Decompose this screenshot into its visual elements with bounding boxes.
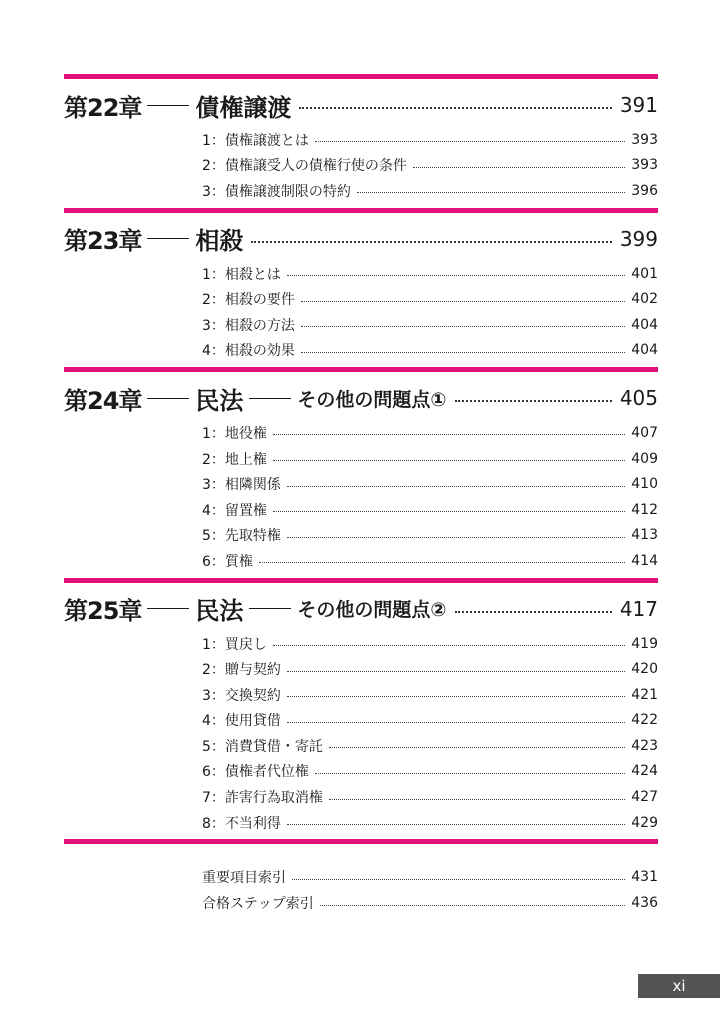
section-number: 2： <box>202 662 225 679</box>
section-label: 買戻し <box>224 636 267 653</box>
section-entry[interactable] <box>202 548 658 574</box>
section-entry[interactable] <box>202 153 658 179</box>
section-entry[interactable] <box>202 784 658 810</box>
chapter-dash <box>147 238 189 239</box>
chapter-page: 391 <box>619 93 658 117</box>
section-number: 3： <box>202 477 225 494</box>
chapter-divider <box>64 208 658 213</box>
dot-leader <box>292 879 625 880</box>
section-label: 贈与契約 <box>224 662 281 679</box>
section-label: 消費貸借・寄託 <box>224 738 323 755</box>
section-label: 相殺の方法 <box>224 317 295 334</box>
section-label: 債権者代位権 <box>224 764 309 781</box>
chapter-heading[interactable] <box>64 83 658 127</box>
dot-leader <box>287 275 625 276</box>
section-entry[interactable] <box>202 178 658 204</box>
dot-leader <box>413 167 625 168</box>
section-page: 419 <box>631 635 658 652</box>
section-page: 404 <box>631 316 658 333</box>
section-label: 債権譲受人の債権行使の条件 <box>224 158 407 175</box>
chapter-divider <box>64 74 658 79</box>
section-page: 421 <box>631 686 658 703</box>
section-entry[interactable] <box>202 759 658 785</box>
section-entry[interactable] <box>202 682 658 708</box>
section-number: 2： <box>202 451 225 468</box>
dot-leader <box>301 326 625 327</box>
dot-leader <box>251 241 611 243</box>
section-entry[interactable] <box>202 312 658 338</box>
chapter-dash <box>147 398 189 399</box>
section-list <box>202 631 658 836</box>
dot-leader <box>301 301 625 302</box>
section-number: 5： <box>202 528 225 545</box>
chapter-heading[interactable] <box>64 587 658 631</box>
section-list <box>202 261 658 363</box>
section-entry[interactable] <box>202 261 658 287</box>
index-entry[interactable] <box>202 890 658 916</box>
index-page: 436 <box>631 895 658 912</box>
section-page: 414 <box>631 552 658 569</box>
dot-leader <box>455 400 612 402</box>
section-number: 2： <box>202 292 225 309</box>
section-label: 先取特権 <box>224 528 281 545</box>
dot-leader <box>259 562 625 563</box>
chapter-subtitle: その他の問題点① <box>297 388 447 411</box>
dot-leader <box>273 645 625 646</box>
dot-leader <box>455 611 612 613</box>
chapter-heading[interactable] <box>64 217 658 261</box>
section-number: 8： <box>202 815 225 832</box>
chapter-dash <box>147 608 189 609</box>
section-entry[interactable] <box>202 708 658 734</box>
section-page: 409 <box>631 450 658 467</box>
dot-leader <box>329 799 625 800</box>
section-entry[interactable] <box>202 656 658 682</box>
chapter-number: 第24章 <box>64 386 142 415</box>
section-page: 427 <box>631 789 658 806</box>
dot-leader <box>315 773 625 774</box>
section-list <box>202 127 658 204</box>
section-entry[interactable] <box>202 446 658 472</box>
index-label: 合格ステップ索引 <box>202 896 314 913</box>
chapter-title: 民法 <box>195 386 244 415</box>
section-label: 詐害行為取消権 <box>224 790 323 807</box>
section-entry[interactable] <box>202 471 658 497</box>
section-number: 6： <box>202 553 225 570</box>
closing-divider <box>64 839 658 844</box>
section-page: 423 <box>631 737 658 754</box>
page-number-tab: xi <box>638 974 720 998</box>
section-entry[interactable] <box>202 127 658 153</box>
section-label: 地上権 <box>224 451 267 468</box>
subtitle-dash <box>249 608 291 609</box>
index-entry[interactable] <box>202 864 658 890</box>
dot-leader <box>273 511 625 512</box>
section-number: 4： <box>202 343 225 360</box>
section-entry[interactable] <box>202 631 658 657</box>
section-page: 424 <box>631 763 658 780</box>
section-label: 使用貸借 <box>224 713 281 730</box>
index-list <box>202 864 658 916</box>
dot-leader <box>287 671 625 672</box>
chapter-subtitle: その他の問題点② <box>297 599 447 622</box>
chapter-page: 417 <box>619 596 658 621</box>
chapter-divider <box>64 578 658 583</box>
dot-leader <box>329 747 625 748</box>
section-entry[interactable] <box>202 286 658 312</box>
section-page: 393 <box>631 131 658 148</box>
chapter-heading[interactable] <box>64 376 658 420</box>
chapter-title: 民法 <box>195 597 244 626</box>
section-entry[interactable] <box>202 420 658 446</box>
section-number: 4： <box>202 502 225 519</box>
dot-leader <box>299 107 611 109</box>
chapter-number: 第25章 <box>64 597 142 626</box>
index-label: 重要項目索引 <box>202 870 286 887</box>
section-number: 1： <box>202 636 225 653</box>
section-label: 留置権 <box>224 502 267 519</box>
section-number: 2： <box>202 158 225 175</box>
section-entry[interactable] <box>202 497 658 523</box>
section-number: 3： <box>202 183 225 200</box>
section-label: 交換契約 <box>224 687 281 704</box>
section-number: 1： <box>202 266 225 283</box>
section-label: 相殺の効果 <box>224 343 295 360</box>
chapter-page: 405 <box>619 386 658 411</box>
section-number: 3： <box>202 317 225 334</box>
dot-leader <box>273 460 625 461</box>
dot-leader <box>287 722 625 723</box>
section-number: 6： <box>202 764 225 781</box>
index-page: 431 <box>631 869 658 886</box>
dot-leader <box>287 696 625 697</box>
dot-leader <box>357 192 625 193</box>
section-page: 412 <box>631 501 658 518</box>
section-page: 413 <box>631 527 658 544</box>
chapter-number: 第23章 <box>64 227 142 256</box>
chapter-title: 相殺 <box>195 227 244 256</box>
section-label: 不当利得 <box>224 815 281 832</box>
section-page: 401 <box>631 265 658 282</box>
section-page: 429 <box>631 814 658 831</box>
section-number: 7： <box>202 790 225 807</box>
dot-leader <box>287 486 625 487</box>
section-page: 402 <box>631 291 658 308</box>
section-entry[interactable] <box>202 338 658 364</box>
section-number: 1： <box>202 425 225 442</box>
subtitle-dash <box>249 398 291 399</box>
section-page: 393 <box>631 157 658 174</box>
section-page: 404 <box>631 342 658 359</box>
section-number: 4： <box>202 713 225 730</box>
section-label: 債権譲渡とは <box>224 132 309 149</box>
dot-leader <box>287 537 625 538</box>
section-label: 相隣関係 <box>224 477 281 494</box>
chapter-dash <box>147 105 189 106</box>
section-page: 407 <box>631 424 658 441</box>
chapter-page: 399 <box>619 226 658 251</box>
table-of-contents <box>64 74 658 916</box>
section-list <box>202 420 658 574</box>
section-number: 5： <box>202 738 225 755</box>
chapter-number: 第22章 <box>64 93 142 122</box>
section-page: 410 <box>631 476 658 493</box>
section-entry[interactable] <box>202 523 658 549</box>
dot-leader <box>273 434 625 435</box>
section-number: 1： <box>202 132 225 149</box>
section-entry[interactable] <box>202 810 658 836</box>
section-entry[interactable] <box>202 733 658 759</box>
chapter-title: 債権譲渡 <box>195 93 292 122</box>
section-number: 3： <box>202 687 225 704</box>
section-page: 420 <box>631 661 658 678</box>
section-page: 422 <box>631 712 658 729</box>
section-label: 債権譲渡制限の特約 <box>224 183 351 200</box>
section-label: 地役権 <box>224 425 267 442</box>
dot-leader <box>287 824 625 825</box>
chapter-divider <box>64 367 658 372</box>
section-label: 質権 <box>224 553 253 570</box>
dot-leader <box>301 352 625 353</box>
section-label: 相殺の要件 <box>224 292 295 309</box>
dot-leader <box>320 905 626 906</box>
section-page: 396 <box>631 182 658 199</box>
dot-leader <box>315 141 625 142</box>
section-label: 相殺とは <box>224 266 281 283</box>
